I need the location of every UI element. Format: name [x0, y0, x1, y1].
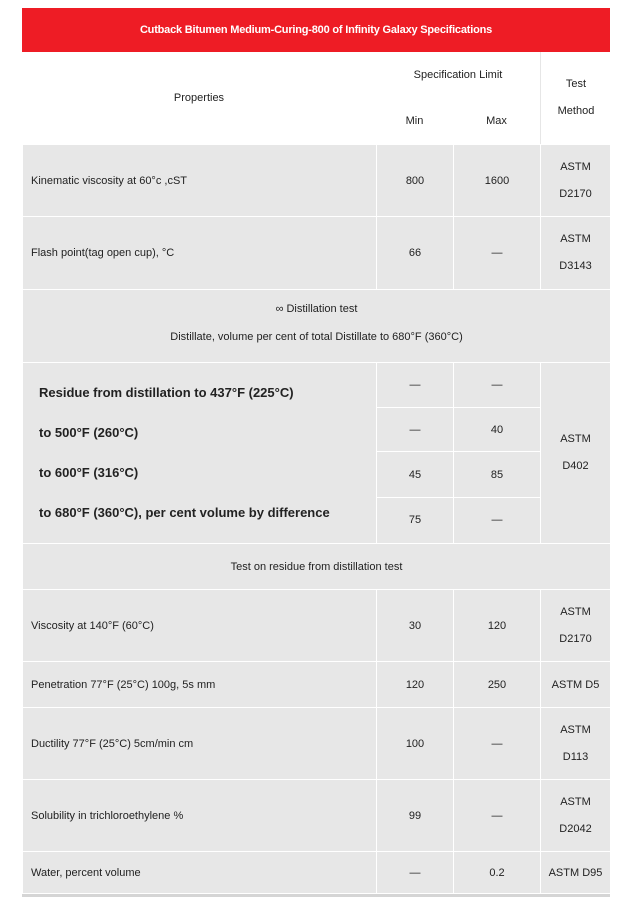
method-cell — [541, 708, 611, 780]
max-cell: — — [454, 780, 541, 852]
distillation-labels — [23, 363, 376, 543]
property-cell: Kinematic viscosity at 60°c ,cST — [23, 145, 377, 217]
residue-heading: Test on residue from distillation test — [23, 544, 611, 590]
method-cell: ASTM D5 — [541, 662, 611, 708]
property-cell: Ductility 77°F (25°C) 5cm/min cm — [23, 708, 377, 780]
header-max: Max — [486, 115, 507, 127]
table-row — [23, 662, 611, 708]
min-cell: — — [377, 852, 454, 894]
header-test-line2: Method — [557, 105, 595, 117]
max-cell: — — [454, 217, 541, 290]
distillation-heading-row — [23, 290, 611, 363]
distillation-labels-cell — [23, 363, 377, 544]
method-cell — [541, 145, 611, 217]
header-test-line1: Test — [565, 78, 587, 90]
method-cell — [541, 363, 611, 544]
spec-table-container — [22, 8, 610, 897]
method-line1: ASTM — [560, 233, 591, 245]
max-cell: — — [454, 363, 541, 408]
max-cell: — — [454, 497, 541, 543]
min-cell: 100 — [377, 708, 454, 780]
distillation-label: Residue from distillation to 437°F (225°C) — [39, 385, 294, 400]
method-cell: ASTM D95 — [541, 852, 611, 894]
header-test-method — [540, 52, 611, 144]
min-cell: 45 — [377, 452, 454, 497]
method-line1: ASTM — [560, 795, 591, 808]
table-bottom-border — [22, 894, 610, 897]
distillation-label: to 500°F (260°C) — [39, 425, 139, 440]
table-row — [23, 852, 611, 894]
table-row — [23, 708, 611, 780]
max-cell: 250 — [454, 662, 541, 708]
distillation-label: to 680°F (360°C), per cent volume by difference — [39, 505, 330, 520]
method-line2: D2170 — [559, 632, 592, 645]
table-row — [23, 590, 611, 662]
min-cell: — — [377, 363, 454, 408]
max-cell: — — [454, 708, 541, 780]
method-cell — [541, 590, 611, 662]
distillation-heading — [23, 290, 611, 363]
method-line2: D2042 — [559, 822, 592, 835]
table-row — [23, 217, 611, 290]
property-cell: Solubility in trichloroethylene % — [23, 780, 377, 852]
max-cell: 85 — [454, 452, 541, 497]
spec-table — [22, 144, 611, 894]
method-line2: D2170 — [559, 187, 592, 200]
method-line1: ASTM — [560, 433, 591, 445]
max-cell: 120 — [454, 590, 541, 662]
property-cell: Viscosity at 140°F (60°C) — [23, 590, 377, 662]
property-cell: Flash point(tag open cup), °C — [23, 217, 377, 290]
table-title: Cutback Bitumen Medium-Curing-800 of Infinity Galaxy Specifications — [22, 8, 610, 52]
table-row — [23, 145, 611, 217]
distillation-row — [23, 363, 611, 408]
table-header — [22, 52, 610, 144]
min-cell: 99 — [377, 780, 454, 852]
residue-heading-row — [23, 544, 611, 590]
method-cell — [541, 780, 611, 852]
method-line1: ASTM — [560, 605, 591, 618]
header-spec-limit: Specification Limit — [413, 69, 503, 81]
max-cell: 40 — [454, 408, 541, 452]
max-cell: 0.2 — [454, 852, 541, 894]
min-cell: 66 — [377, 217, 454, 290]
method-line1: ASTM — [560, 723, 591, 736]
min-cell: 120 — [377, 662, 454, 708]
property-cell: Water, percent volume — [23, 852, 377, 894]
min-cell: — — [377, 408, 454, 452]
method-line2: D3143 — [559, 260, 592, 272]
table-row — [23, 780, 611, 852]
max-cell: 1600 — [454, 145, 541, 217]
header-min: Min — [405, 115, 424, 127]
method-line2: D113 — [562, 750, 589, 763]
method-line2: D402 — [562, 460, 589, 472]
min-cell: 75 — [377, 497, 454, 543]
distillation-title: ∞ Distillation test — [275, 303, 358, 315]
property-cell: Penetration 77°F (25°C) 100g, 5s mm — [23, 662, 377, 708]
min-cell: 800 — [377, 145, 454, 217]
method-line1: ASTM — [560, 160, 591, 173]
distillation-subtitle: Distillate, volume per cent of total Distillate to 680°F (360°C) — [170, 331, 463, 343]
min-cell: 30 — [377, 590, 454, 662]
method-cell — [541, 217, 611, 290]
distillation-label: to 600°F (316°C) — [39, 465, 139, 480]
header-properties: Properties — [173, 92, 225, 104]
